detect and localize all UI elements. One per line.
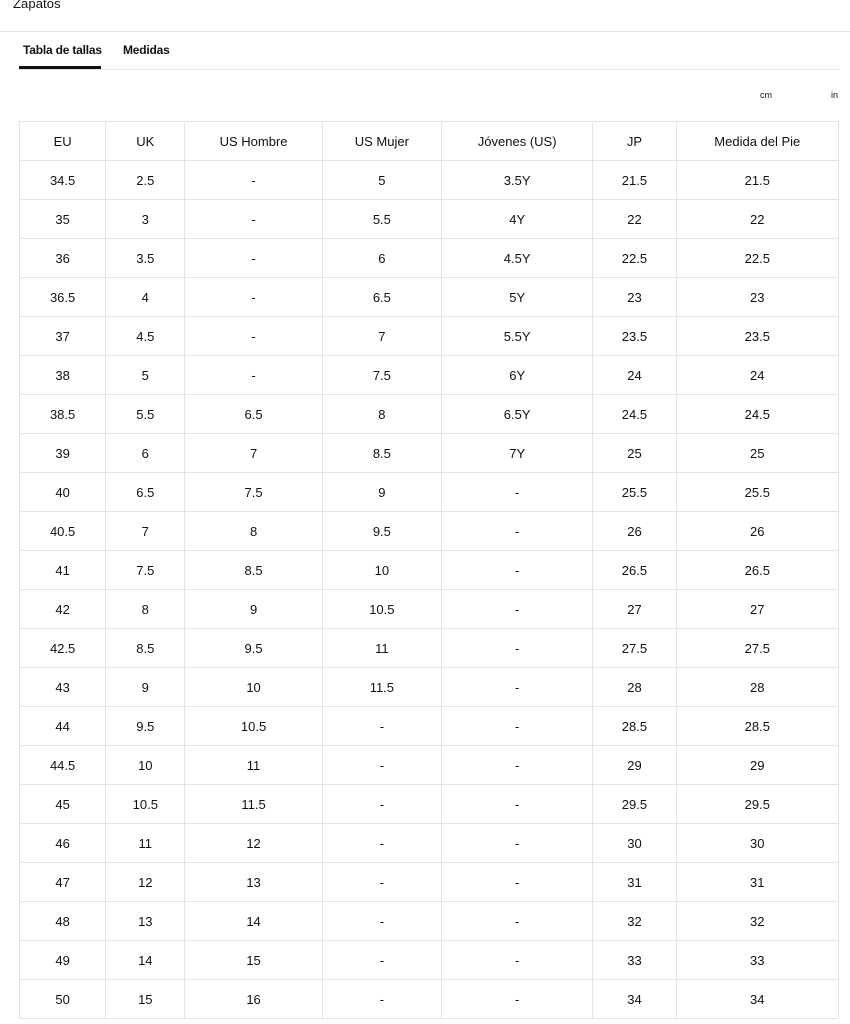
cell-uk: 10.5	[106, 785, 185, 824]
cell-youth-us: 4Y	[442, 200, 593, 239]
cell-eu: 34.5	[20, 161, 106, 200]
cell-uk: 15	[106, 980, 185, 1019]
cell-youth-us: 4.5Y	[442, 239, 593, 278]
table-row	[20, 863, 839, 902]
cell-us-women: -	[322, 746, 441, 785]
cell-us-men: 9	[185, 590, 322, 629]
header-eu: EU	[20, 122, 106, 161]
cell-us-women: 10.5	[322, 590, 441, 629]
cell-us-women: 5	[322, 161, 441, 200]
cell-uk: 11	[106, 824, 185, 863]
cell-youth-us: 5.5Y	[442, 317, 593, 356]
cell-us-men: -	[185, 239, 322, 278]
cell-us-men: 9.5	[185, 629, 322, 668]
cell-foot-length: 21.5	[676, 161, 838, 200]
cell-jp: 28	[593, 668, 676, 707]
tab-size-chart[interactable]: Tabla de tallas	[23, 43, 102, 57]
cell-foot-length: 22	[676, 200, 838, 239]
cell-jp: 28.5	[593, 707, 676, 746]
table-row	[20, 200, 839, 239]
cell-eu: 44	[20, 707, 106, 746]
header-youth-us: Jóvenes (US)	[442, 122, 593, 161]
table-row	[20, 668, 839, 707]
cell-youth-us: -	[442, 707, 593, 746]
header-jp: JP	[593, 122, 676, 161]
cell-uk: 4.5	[106, 317, 185, 356]
cell-foot-length: 23	[676, 278, 838, 317]
cell-us-men: 14	[185, 902, 322, 941]
cell-jp: 29	[593, 746, 676, 785]
cell-uk: 3.5	[106, 239, 185, 278]
cell-eu: 36.5	[20, 278, 106, 317]
cell-foot-length: 26.5	[676, 551, 838, 590]
cell-uk: 9.5	[106, 707, 185, 746]
cell-uk: 10	[106, 746, 185, 785]
table-row	[20, 746, 839, 785]
cell-youth-us: -	[442, 629, 593, 668]
table-row	[20, 278, 839, 317]
cell-foot-length: 22.5	[676, 239, 838, 278]
cell-jp: 29.5	[593, 785, 676, 824]
cell-youth-us: -	[442, 590, 593, 629]
cell-jp: 23	[593, 278, 676, 317]
cell-youth-us: -	[442, 980, 593, 1019]
cell-uk: 6.5	[106, 473, 185, 512]
cell-foot-length: 29.5	[676, 785, 838, 824]
table-row	[20, 551, 839, 590]
cell-jp: 26.5	[593, 551, 676, 590]
cell-youth-us: 6.5Y	[442, 395, 593, 434]
cell-uk: 5	[106, 356, 185, 395]
cell-uk: 8	[106, 590, 185, 629]
cell-jp: 22	[593, 200, 676, 239]
table-row	[20, 980, 839, 1019]
table-row	[20, 824, 839, 863]
tab-measurements[interactable]: Medidas	[123, 43, 170, 57]
cell-youth-us: -	[442, 746, 593, 785]
cell-foot-length: 28	[676, 668, 838, 707]
table-row	[20, 434, 839, 473]
cell-us-women: -	[322, 941, 441, 980]
cell-jp: 32	[593, 902, 676, 941]
cell-us-women: 11	[322, 629, 441, 668]
cell-eu: 35	[20, 200, 106, 239]
cell-eu: 45	[20, 785, 106, 824]
cell-us-men: 13	[185, 863, 322, 902]
cell-youth-us: 6Y	[442, 356, 593, 395]
cell-us-women: -	[322, 980, 441, 1019]
cell-foot-length: 25	[676, 434, 838, 473]
cell-jp: 31	[593, 863, 676, 902]
cell-foot-length: 26	[676, 512, 838, 551]
cell-us-women: 9	[322, 473, 441, 512]
cell-us-women: -	[322, 785, 441, 824]
unit-toggle-cm[interactable]: cm	[760, 90, 772, 100]
cell-youth-us: -	[442, 941, 593, 980]
cell-us-women: 7.5	[322, 356, 441, 395]
header-uk: UK	[106, 122, 185, 161]
table-row	[20, 707, 839, 746]
cell-uk: 12	[106, 863, 185, 902]
table-row	[20, 239, 839, 278]
table-row	[20, 161, 839, 200]
cell-eu: 37	[20, 317, 106, 356]
header-us-men: US Hombre	[185, 122, 322, 161]
cell-jp: 24	[593, 356, 676, 395]
cell-us-men: -	[185, 317, 322, 356]
cell-us-men: 8	[185, 512, 322, 551]
cell-us-women: 6	[322, 239, 441, 278]
cell-us-men: 7.5	[185, 473, 322, 512]
cell-foot-length: 25.5	[676, 473, 838, 512]
table-row	[20, 356, 839, 395]
cell-foot-length: 32	[676, 902, 838, 941]
cell-youth-us: 3.5Y	[442, 161, 593, 200]
unit-toggle-in[interactable]: in	[831, 90, 839, 100]
cell-youth-us: -	[442, 902, 593, 941]
cell-foot-length: 23.5	[676, 317, 838, 356]
page-title: Zapatos	[13, 0, 61, 11]
cell-uk: 5.5	[106, 395, 185, 434]
cell-jp: 33	[593, 941, 676, 980]
cell-uk: 4	[106, 278, 185, 317]
cell-uk: 13	[106, 902, 185, 941]
cell-eu: 40.5	[20, 512, 106, 551]
cell-jp: 23.5	[593, 317, 676, 356]
cell-foot-length: 24	[676, 356, 838, 395]
tab-bar	[19, 32, 839, 70]
cell-foot-length: 27.5	[676, 629, 838, 668]
cell-uk: 8.5	[106, 629, 185, 668]
cell-eu: 48	[20, 902, 106, 941]
cell-youth-us: -	[442, 551, 593, 590]
cell-eu: 36	[20, 239, 106, 278]
cell-us-men: 15	[185, 941, 322, 980]
cell-us-men: 10	[185, 668, 322, 707]
cell-jp: 34	[593, 980, 676, 1019]
cell-eu: 42.5	[20, 629, 106, 668]
cell-uk: 9	[106, 668, 185, 707]
cell-us-women: 7	[322, 317, 441, 356]
cell-foot-length: 28.5	[676, 707, 838, 746]
table-row	[20, 317, 839, 356]
cell-us-men: -	[185, 356, 322, 395]
size-chart-table	[19, 121, 839, 1019]
cell-eu: 46	[20, 824, 106, 863]
cell-jp: 22.5	[593, 239, 676, 278]
header-us-women: US Mujer	[322, 122, 441, 161]
cell-youth-us: -	[442, 473, 593, 512]
header-foot-length: Medida del Pie	[676, 122, 838, 161]
cell-uk: 3	[106, 200, 185, 239]
table-row	[20, 590, 839, 629]
cell-jp: 24.5	[593, 395, 676, 434]
cell-us-men: 7	[185, 434, 322, 473]
cell-us-men: 8.5	[185, 551, 322, 590]
cell-foot-length: 24.5	[676, 395, 838, 434]
cell-foot-length: 31	[676, 863, 838, 902]
table-header-row	[20, 122, 839, 161]
cell-eu: 40	[20, 473, 106, 512]
cell-us-women: 10	[322, 551, 441, 590]
cell-us-women: -	[322, 707, 441, 746]
cell-us-women: 6.5	[322, 278, 441, 317]
cell-uk: 7.5	[106, 551, 185, 590]
cell-eu: 38.5	[20, 395, 106, 434]
cell-us-men: -	[185, 278, 322, 317]
cell-eu: 43	[20, 668, 106, 707]
cell-us-women: -	[322, 863, 441, 902]
cell-eu: 41	[20, 551, 106, 590]
cell-uk: 7	[106, 512, 185, 551]
cell-foot-length: 34	[676, 980, 838, 1019]
cell-youth-us: 5Y	[442, 278, 593, 317]
cell-foot-length: 29	[676, 746, 838, 785]
cell-jp: 25	[593, 434, 676, 473]
cell-youth-us: -	[442, 668, 593, 707]
cell-jp: 27.5	[593, 629, 676, 668]
cell-jp: 25.5	[593, 473, 676, 512]
cell-jp: 27	[593, 590, 676, 629]
cell-eu: 47	[20, 863, 106, 902]
cell-us-women: -	[322, 902, 441, 941]
table-row	[20, 785, 839, 824]
cell-jp: 26	[593, 512, 676, 551]
cell-eu: 49	[20, 941, 106, 980]
cell-youth-us: -	[442, 785, 593, 824]
cell-us-men: 11	[185, 746, 322, 785]
cell-youth-us: -	[442, 824, 593, 863]
cell-youth-us: -	[442, 863, 593, 902]
table-row	[20, 395, 839, 434]
cell-eu: 39	[20, 434, 106, 473]
table-row	[20, 902, 839, 941]
cell-jp: 21.5	[593, 161, 676, 200]
cell-uk: 6	[106, 434, 185, 473]
cell-eu: 42	[20, 590, 106, 629]
table-row	[20, 473, 839, 512]
cell-us-men: 6.5	[185, 395, 322, 434]
cell-jp: 30	[593, 824, 676, 863]
cell-us-men: 10.5	[185, 707, 322, 746]
cell-foot-length: 33	[676, 941, 838, 980]
cell-uk: 14	[106, 941, 185, 980]
table-row	[20, 512, 839, 551]
cell-eu: 38	[20, 356, 106, 395]
cell-us-women: 8.5	[322, 434, 441, 473]
cell-us-women: 8	[322, 395, 441, 434]
table-row	[20, 629, 839, 668]
cell-us-men: -	[185, 200, 322, 239]
table-body	[20, 161, 839, 1019]
cell-us-men: 16	[185, 980, 322, 1019]
cell-eu: 44.5	[20, 746, 106, 785]
cell-us-women: 9.5	[322, 512, 441, 551]
cell-foot-length: 27	[676, 590, 838, 629]
cell-us-women: 11.5	[322, 668, 441, 707]
cell-foot-length: 30	[676, 824, 838, 863]
cell-youth-us: -	[442, 512, 593, 551]
active-tab-indicator	[19, 66, 101, 69]
cell-youth-us: 7Y	[442, 434, 593, 473]
cell-us-men: -	[185, 161, 322, 200]
table-row	[20, 941, 839, 980]
cell-eu: 50	[20, 980, 106, 1019]
cell-us-women: 5.5	[322, 200, 441, 239]
cell-us-men: 12	[185, 824, 322, 863]
cell-us-men: 11.5	[185, 785, 322, 824]
cell-uk: 2.5	[106, 161, 185, 200]
cell-us-women: -	[322, 824, 441, 863]
